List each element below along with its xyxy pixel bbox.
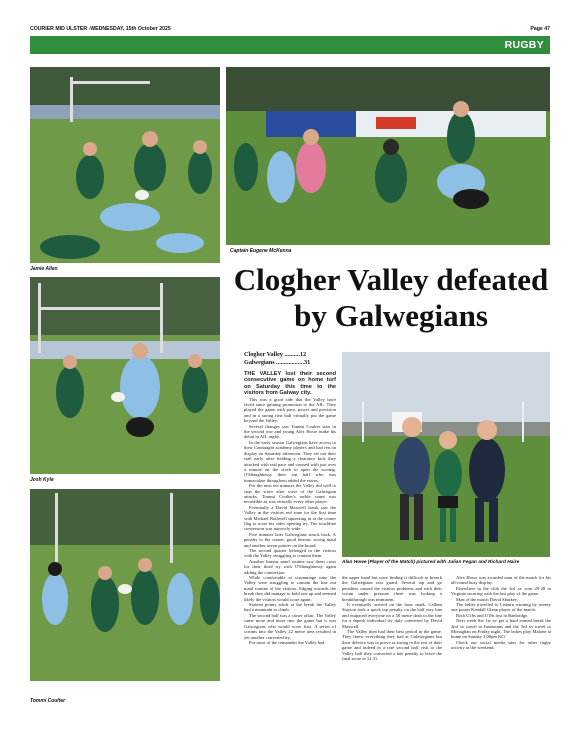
score-away: Galwegians ..................31 (244, 359, 311, 366)
paragraph: Both U16s and U18s lost in Banbridge. (456, 612, 529, 618)
article-column-2 (342, 575, 442, 662)
paragraph: Several changes saw Tommi Coulter start in the second row and young Alex Howe make his debut in AIL rugby. (244, 423, 336, 440)
paragraph: Man of the match David Sharkey. (456, 596, 518, 602)
article-lead: THE VALLEY lost their second consecutive game on home turf on Saturday this time to the visitors from Galway city. (244, 371, 336, 397)
paragraph: The second quarter belonged to the visitors with the Valley struggling to contain them. (244, 548, 336, 559)
photo-alan-howe-presentation (342, 352, 550, 557)
paragraph: Elsewhere in the club the 3rd xv won 29-28 in Virginia securing with the last play of the game. (451, 585, 551, 597)
article-headline: Clogher Valley defeated by Galwegians (233, 262, 549, 333)
article-column-3 (451, 575, 551, 651)
paragraph: Check our social media sites for other rugby activity at the weekend. (451, 639, 551, 651)
paragraph: This was a good side that the Valley have faced since gaining promotion to the AIL. They played the game with pace, power and precision and in a strong first half virtually put the game beyond the Valley. (244, 396, 336, 424)
paragraph: Another lineout maul routine saw them cross for their third try with O'Shaughnessy again adding the conversion. (244, 558, 336, 575)
page-header (30, 26, 550, 36)
paragraph: Next week the 1st xv get a hard earned break the 2nd xv travel to Instonians and the 3rd xv travel to Monaghan on Friday night. The ladies play Malone at home on Sunday 2.00pm KO. (451, 618, 551, 640)
paragraph: Alex Howe was awarded man of the match for his all-round busy display. (451, 575, 551, 586)
paragraph: It eventually arrived on the hour mark, Callum Stayton took a quick tap penalty on the half way line and outpaced everyone on a 50 metre dash to the line for a superb individual try duly converted by David Maxwell. (342, 602, 442, 629)
caption-captain-eugene-mckenna: Captain Eugene McKenna (230, 248, 292, 254)
caption-alan-howe: Alan Howe (Player of the Match) pictured with Julian Fegan and Richard Haire (342, 560, 520, 565)
photo-jamie-allen (30, 67, 220, 263)
paragraph: For most of the remainder the Valley had (249, 639, 325, 645)
section-title: RUGBY (504, 39, 544, 51)
paragraph: Eventually a David Maxwell break saw the Valley in the visitors red zone for the first time with Michael Bothwell squeezing in at the corner flag to score his sides opening try. The touchline conversion was narrowly wide. (244, 504, 336, 532)
paragraph: the upper hand but were finding it difficult to breach the Galwegians rear guard. Several tap and go penalties caused the visitors problems and with their scrum under pressure there was looking a breakthrough was imminent. (342, 575, 442, 602)
paragraph: Five minutes later Galwegians struck back. A penalty to the corner, good lineout, strong maul and another seven pointer on the board. (244, 531, 336, 548)
page-number: Page 47 (530, 26, 550, 32)
paragraph: The ladies travelled to Lisburn winning by twenty one points Kendall Glenn player of the match. (451, 602, 551, 613)
score-home: Clogher Valley ..........12 (244, 351, 307, 358)
paragraph: In the early season Galwegians have access to their Connaught academy players and had ten on display on Saturday afternoon. They set out their stall early after fielding a clearance kick they attacked with real pace and crossed with just over a minute on the clock to open the scoring. O'Shaughnessy their out half who was immaculate throughout added the extras. (244, 439, 336, 483)
newspaper-dateline: COURIER MID ULSTER -WEDNESDAY, 15th October 2025 (30, 26, 171, 32)
photo-josh-kyle (30, 277, 220, 474)
score-box (244, 351, 338, 367)
caption-tommi-coulter: Tommi Coulter (30, 698, 66, 704)
paragraph: While comfortable at scrummage time the Valley were struggling to contain the line out maul routine of the visitors. Edging towards the break they did manage to hold one up and seemed likely the visitors would score again. (244, 575, 336, 602)
caption-josh-kyle: Josh Kyle (30, 477, 54, 483)
paragraph: The Valley then had their best period in the game. They threw everything they had at Galawegians but their defence was to prove as strong in the rest of their game and indeed in a rare second half visit to the Valley half they converted a late penalty to leave the final score at 12 31. (342, 629, 442, 662)
section-band (30, 36, 550, 54)
paragraph: Sixteen points adrift at the break the Valley had a mountain to climb. (244, 602, 336, 613)
photo-tommi-coulter (30, 489, 220, 681)
article-column-1 (244, 371, 336, 645)
caption-jamie-allen: Jamie Allen (30, 266, 58, 272)
photo-captain-eugene-mckenna (226, 67, 550, 245)
paragraph: The second half was a closer affair. The Valley came more and more into the game but it was Galwegians who would score first. A series of scrums into the Valley 22 metre area resulted in yet another converted try. (244, 612, 336, 640)
paragraph: For the next ten minutes the Valley did well to stop the wave after wave of the Galwegian attacks. Tommi Coulter's tackle count was incredible as was virtually every other player. (244, 483, 336, 505)
